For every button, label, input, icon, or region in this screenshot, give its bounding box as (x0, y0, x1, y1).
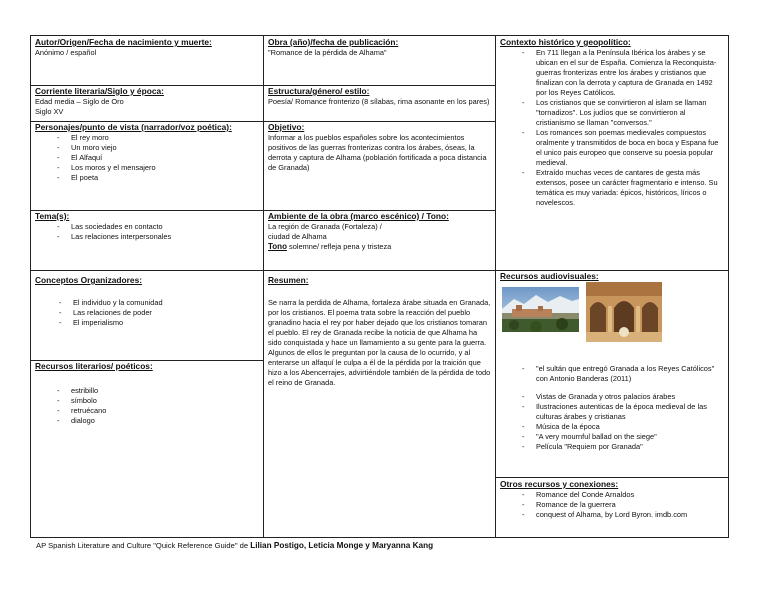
list-item: - Las sociedades en contacto (35, 222, 259, 232)
objetivo-text: Informar a los pueblos españoles sobre los acontecimientos positivos de las guerras fronterizas contra los árabes, óseas, la derrota y captura de Alhama (población fortificada a poca distancia de Granada) (268, 133, 487, 172)
otros-heading: Otros recursos y conexiones: (500, 479, 619, 489)
list-item: - Extraído muchas veces de cantares de gesta más extensos, posee un carácter fragmentario e intenso. Su temática es muy variada: épicos, históricos, líricos o novelescos. (500, 168, 725, 208)
objetivo-cell (264, 121, 495, 210)
estructura-text: Poesía/ Romance fronterizo (8 sílabas, rima asonante en los pares) (268, 97, 490, 106)
temas-list (35, 222, 259, 242)
obra-title: "Romance de la pérdida de Alhama" (268, 48, 387, 57)
contexto-cell (496, 36, 729, 270)
tono-label: Tono (268, 242, 287, 251)
list-item: - El poeta (35, 173, 259, 183)
list-item: - Los cristianos que se convirtieron al islam se llaman "tornadizos". Los judíos que se convirtieron al cristianismo se llaman "conversos." (500, 98, 725, 128)
list-item: - Vistas de Granada y otros palacios árabes (500, 392, 725, 402)
literarios-heading: Recursos literarios/ poéticos: (35, 361, 153, 371)
audiovisuales-cell (496, 270, 729, 477)
list-item: - En 711 llegan a la Península Ibérica los árabes y se ubican en el sur de España. Comienza la Reconquista- guerras fronterizas entre los árabes y cristianos que finalizan con la derrota y captura de Granada en 1492 por los Reyes Católicos. (500, 48, 725, 98)
reference-guide-table (30, 35, 729, 538)
list-item: - Romance de la guerrera (500, 500, 725, 510)
list-item: - conquest of Alhama, by Lord Byron. imdb.com (500, 510, 725, 520)
list-item: - Música de la época (500, 422, 725, 432)
list-item: - símbolo (35, 396, 259, 406)
contexto-list (500, 48, 725, 208)
list-item: - "A very mournful ballad on the siege" (500, 432, 725, 442)
literarios-cell (31, 360, 263, 538)
corriente-line: Siglo XV (35, 107, 64, 116)
tono-text: solemne/ refleja pena y tristeza (286, 242, 392, 251)
corriente-heading: Corriente literaria/Siglo y época: (35, 86, 164, 96)
footer-prefix: AP Spanish Literature and Culture "Quick Reference Guide" de (36, 541, 251, 550)
list-item: - Un moro viejo (35, 143, 259, 153)
resumen-text: Se narra la perdida de Alhama, fortaleza árabe situada en Granada, por los cristianos. El poema trata sobre la reacción del pueblo granadino hacia el rey por haber dejado que los cristianos tomaran el pueblo. El rey de Granada recibe la noticia de que Alhama ha sido conquistada y hace un llamamiento a su gente para la guerra. Algunos de ellos le preguntan por la causa de lo ocurrido, y al enterarse un alfaquí le culpa a él de la pérdida por la traición que hizo a los Abencerrajes, advirtiéndole también de la pérdida de todo el reino de Granada. (268, 298, 491, 387)
obra-cell (264, 36, 495, 85)
obra-heading: Obra (año)/fecha de publicación: (268, 37, 399, 47)
list-item: - Las relaciones de poder (35, 308, 259, 318)
objetivo-heading: Objetivo: (268, 122, 305, 132)
list-item: - Los moros y el mensajero (35, 163, 259, 173)
audiovisuales-list (500, 364, 725, 452)
list-item: - Ilustraciones autenticas de la época medieval de las culturas árabes y cristianas (500, 402, 725, 422)
footer-authors: Lilian Postigo, Leticia Monge y Maryanna Kang (250, 541, 434, 550)
ambiente-cell (264, 210, 495, 270)
list-item: - Romance del Conde Arnaldos (500, 490, 725, 500)
tono-line (268, 242, 491, 252)
alhambra-courtyard-image (586, 282, 662, 342)
list-item: - dialogo (35, 416, 259, 426)
ambiente-line: La región de Granada (Fortaleza) / (268, 222, 382, 231)
personajes-heading: Personajes/punto de vista (narrador/voz poética): (35, 122, 232, 132)
footer-credit (36, 541, 433, 550)
temas-cell (31, 210, 263, 270)
autor-cell (31, 36, 263, 85)
list-item: - El imperialismo (35, 318, 259, 328)
conceptos-list (35, 298, 259, 328)
autor-text: Anónimo / español (35, 48, 97, 57)
conceptos-cell (31, 270, 263, 360)
conceptos-heading: Conceptos Organizadores: (35, 275, 143, 285)
list-item: - retruécano (35, 406, 259, 416)
contexto-heading: Contexto histórico y geopolítico: (500, 37, 631, 47)
corriente-line: Edad media – Siglo de Oro (35, 97, 124, 106)
personajes-cell (31, 121, 263, 210)
personajes-list (35, 133, 259, 183)
temas-heading: Tema(s): (35, 211, 70, 221)
alhambra-landscape-image (502, 287, 579, 332)
autor-heading: Autor/Origen/Fecha de nacimiento y muerte: (35, 37, 212, 47)
estructura-heading: Estructura/género/ estilo: (268, 86, 370, 96)
audiovisuales-heading: Recursos audiovisuales: (500, 271, 599, 281)
corriente-cell (31, 85, 263, 121)
list-item: - Los romances son poemas medievales compuestos oralmente y transmitidos de boca en boca y Espana fue el unico pais europeo que conserve su poesia popular medieval. (500, 128, 725, 168)
estructura-cell (264, 85, 495, 121)
otros-list (500, 490, 725, 520)
list-item: - "el sultán que entregó Granada a los Reyes Católicos" con Antonio Banderas (2011) (500, 364, 725, 384)
otros-cell (496, 478, 729, 538)
ambiente-line: ciudad de Alhama (268, 232, 327, 241)
resumen-cell (264, 270, 495, 538)
list-item: - El rey moro (35, 133, 259, 143)
literarios-list (35, 386, 259, 426)
resumen-heading: Resumen: (268, 275, 309, 285)
images-row (500, 282, 725, 364)
list-item: - Las relaciones interpersonales (35, 232, 259, 242)
list-item: - El Alfaquí (35, 153, 259, 163)
list-item: - El individuo y la comunidad (35, 298, 259, 308)
ambiente-heading: Ambiente de la obra (marco escénico) / Tono: (268, 211, 449, 221)
list-item: - estribillo (35, 386, 259, 396)
list-item: - Película "Requiem por Granada" (500, 442, 725, 452)
